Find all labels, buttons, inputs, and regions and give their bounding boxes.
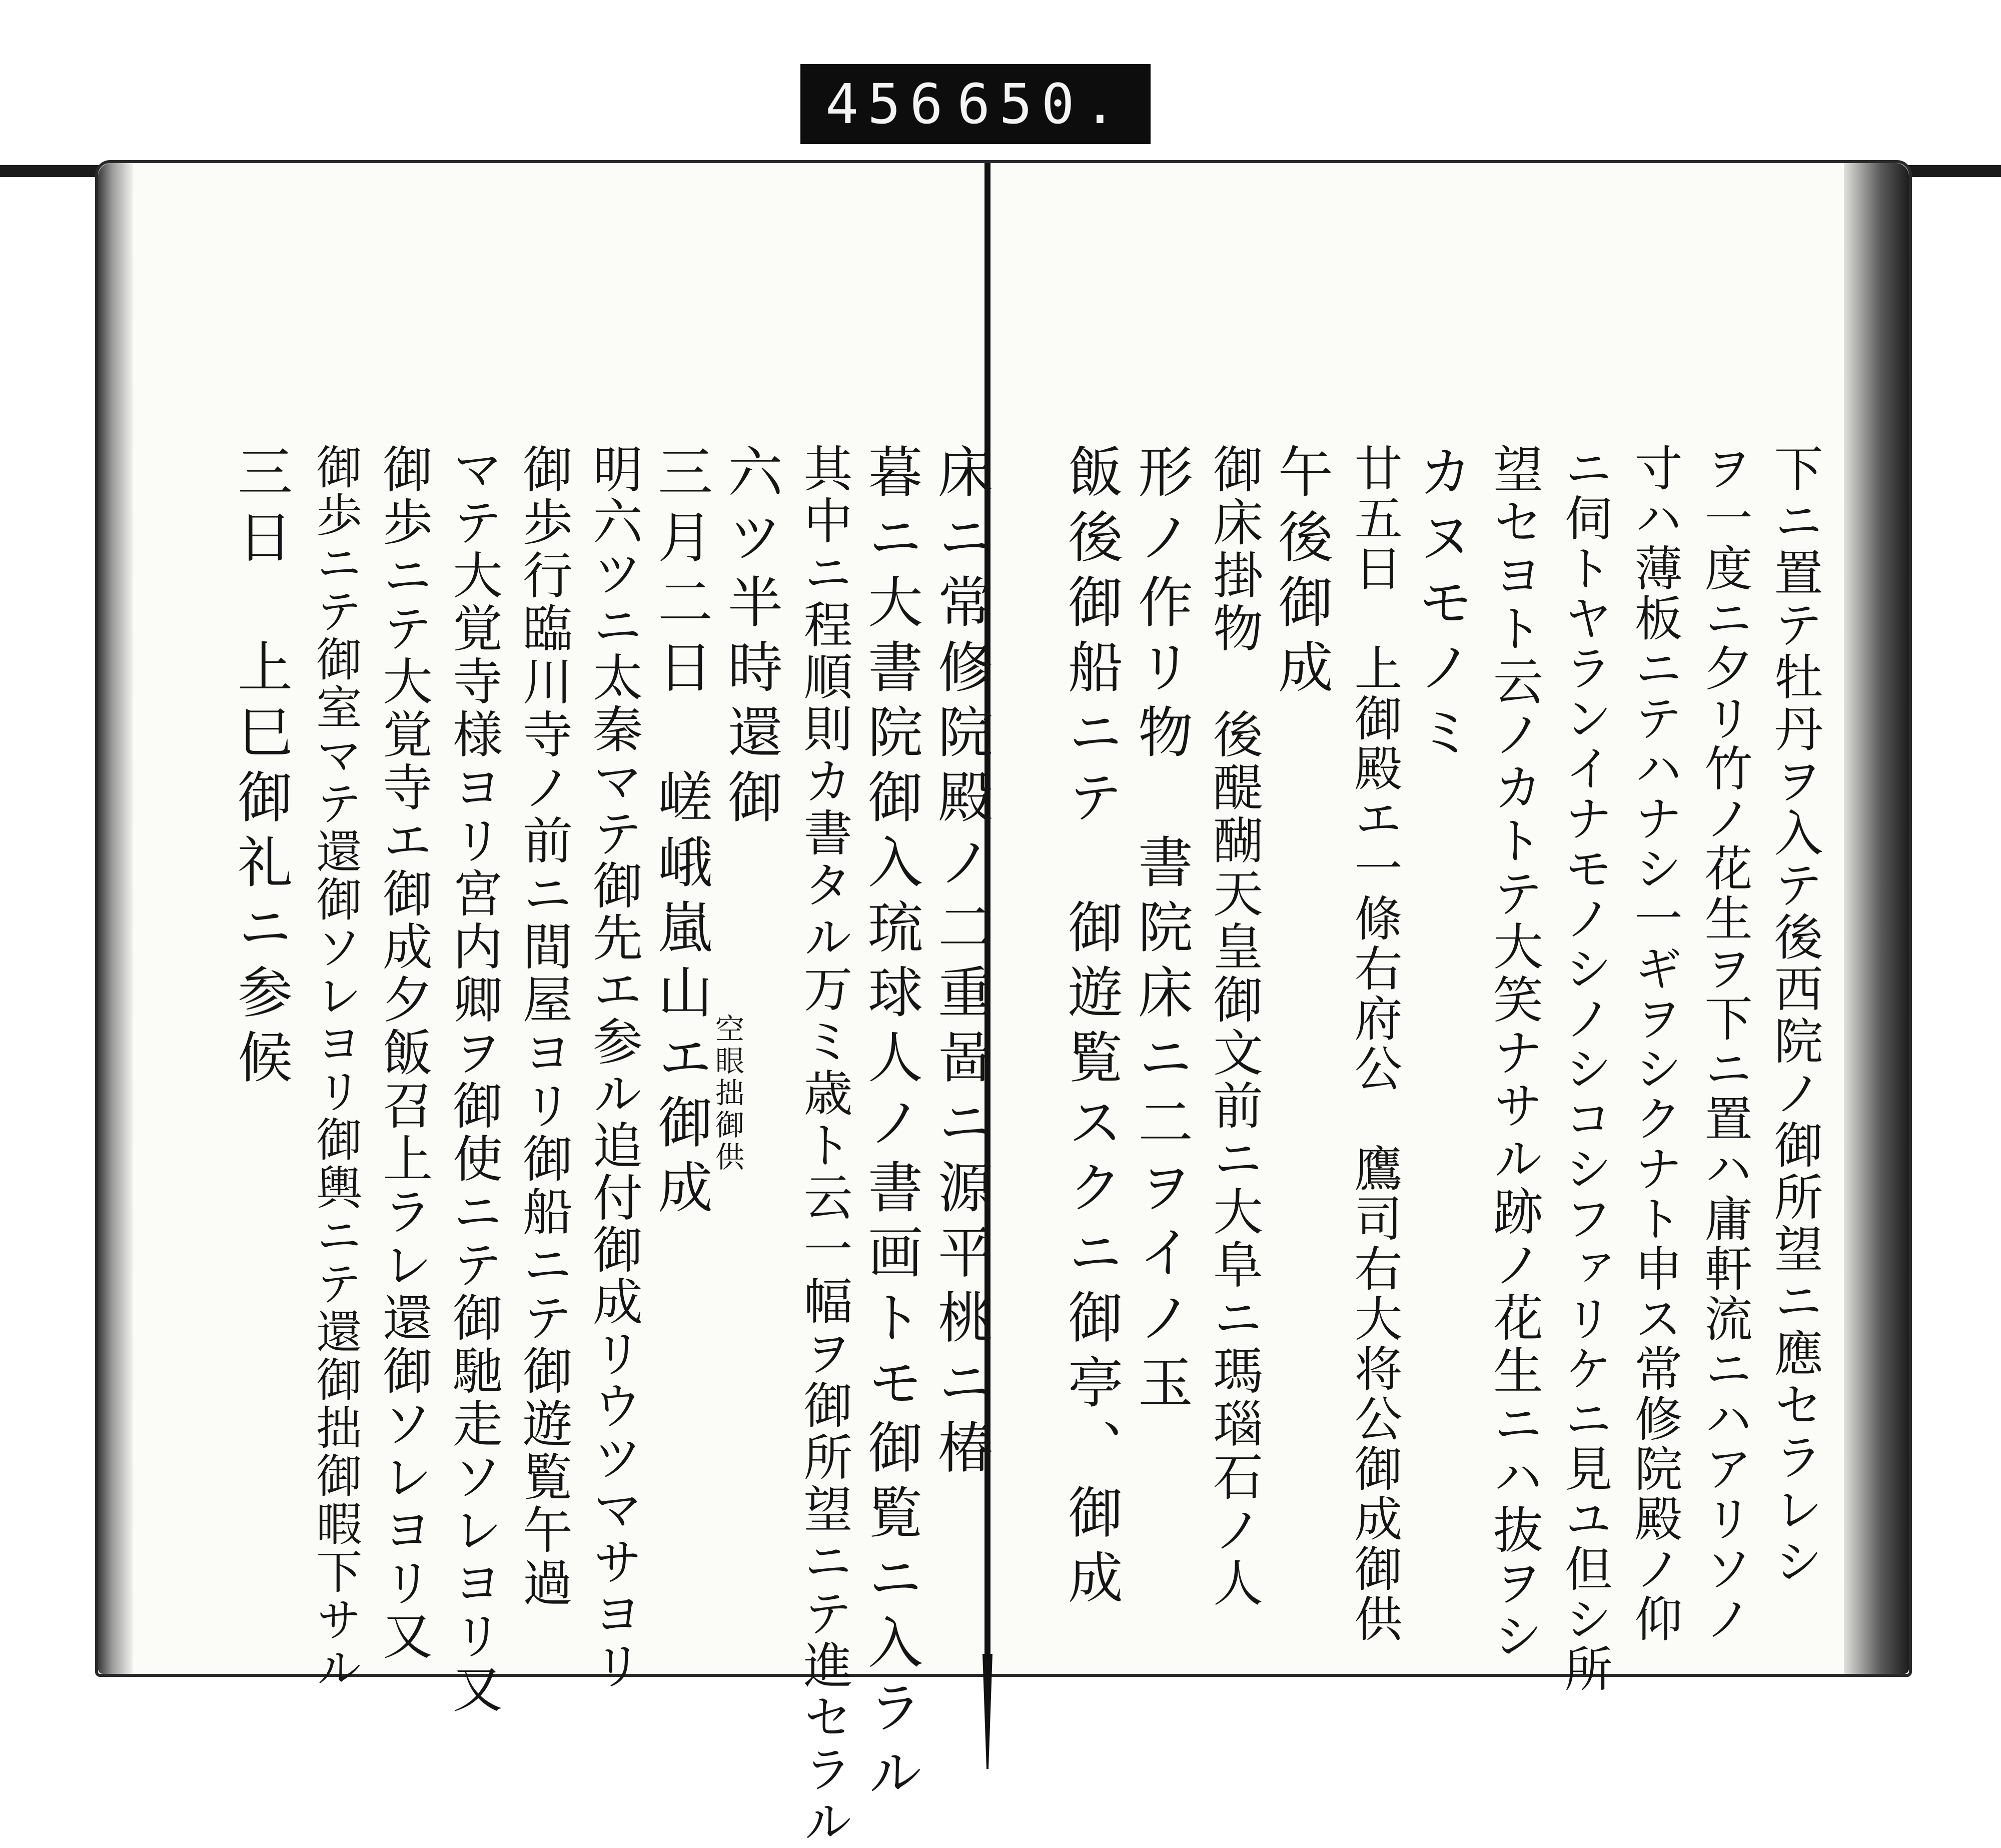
text-column: 午後御成 [1269, 443, 1333, 703]
text-column: 御歩ニテ御室マテ還御ソレヨリ御輿ニテ還御拙御暇下サル [309, 443, 362, 1692]
text-column: 望セヨト云ノカトテ大笑ナサル跡ノ花生ニハ抜ヲシ [1485, 443, 1543, 1663]
text-column: 暮ニ大書院御入琉球人ノ書画トモ御覧ニ入ラル [859, 443, 923, 1809]
text-column: 飯後御船ニテ 御遊覧スクニ御亭、御成 [1059, 443, 1123, 1614]
right-page [998, 163, 1909, 1694]
text-column: ニ伺トヤランイナモノシノシコシファリケニ見ユ但シ所 [1557, 443, 1613, 1694]
open-book [95, 160, 1912, 1848]
text-column: 御歩行臨川寺ノ前ニ間屋ヨリ御船ニテ御遊覧午過 [514, 443, 573, 1610]
text-column: 三日 上巳御礼ニ参候 [229, 443, 293, 1094]
text-column: 三月二日 嵯峨嵐山エ御成 [649, 443, 713, 1224]
text-column: 御床掛物 後醍醐天皇御文前ニ大阜ニ瑪瑙石ノ人 [1205, 443, 1263, 1610]
left-page [98, 163, 993, 1848]
text-column: 其中ニ程順則カ書タル万ミ歳ト云一幅ヲ御所望ニテ進セラル [795, 443, 852, 1848]
text-column: 廿五日 上御殿エ一條右府公 鷹司右大将公御成御供 [1347, 443, 1403, 1644]
text-column: マテ大覚寺様ヨリ宮内卿ヲ御使ニテ御馳走ソレヨリ又 [444, 443, 503, 1716]
text-column: 寸ハ薄板ニテハナシ一ギヲシクナト申ス常修院殿ノ仰 [1627, 443, 1683, 1644]
text-column: 床ニ常修院殿ノ二重啚ニ源平桃ニ椿 [929, 443, 993, 1484]
frame-number-label [800, 64, 1151, 144]
text-column: ヲ一度ニ夕リ竹ノ花生ヲ下ニ置ハ庸軒流ニハアリソノ [1697, 443, 1753, 1644]
text-column: 六ツ半時還御 [719, 443, 783, 833]
text-column: 形ノ作リ物 書院床ニ二ヲイノ玉 [1129, 443, 1193, 1419]
text-column: カヌモノミ [1409, 443, 1473, 768]
margin-note: 空眼拙御供 [710, 1014, 744, 1174]
frame-number-left: 456 [825, 72, 952, 136]
text-column: 御歩ニテ大覚寺エ御成夕飯召上ラレ還御ソレヨリ又 [374, 443, 433, 1663]
frame-number-right: 650. [957, 72, 1126, 136]
text-column: 下ニ置テ牡丹ヲ入テ後西院ノ御所望ニ應セラレシ [1766, 443, 1823, 1588]
text-column: 明六ツニ太秦マテ御先エ参ル追付御成リウツマサヨリ [584, 443, 643, 1692]
